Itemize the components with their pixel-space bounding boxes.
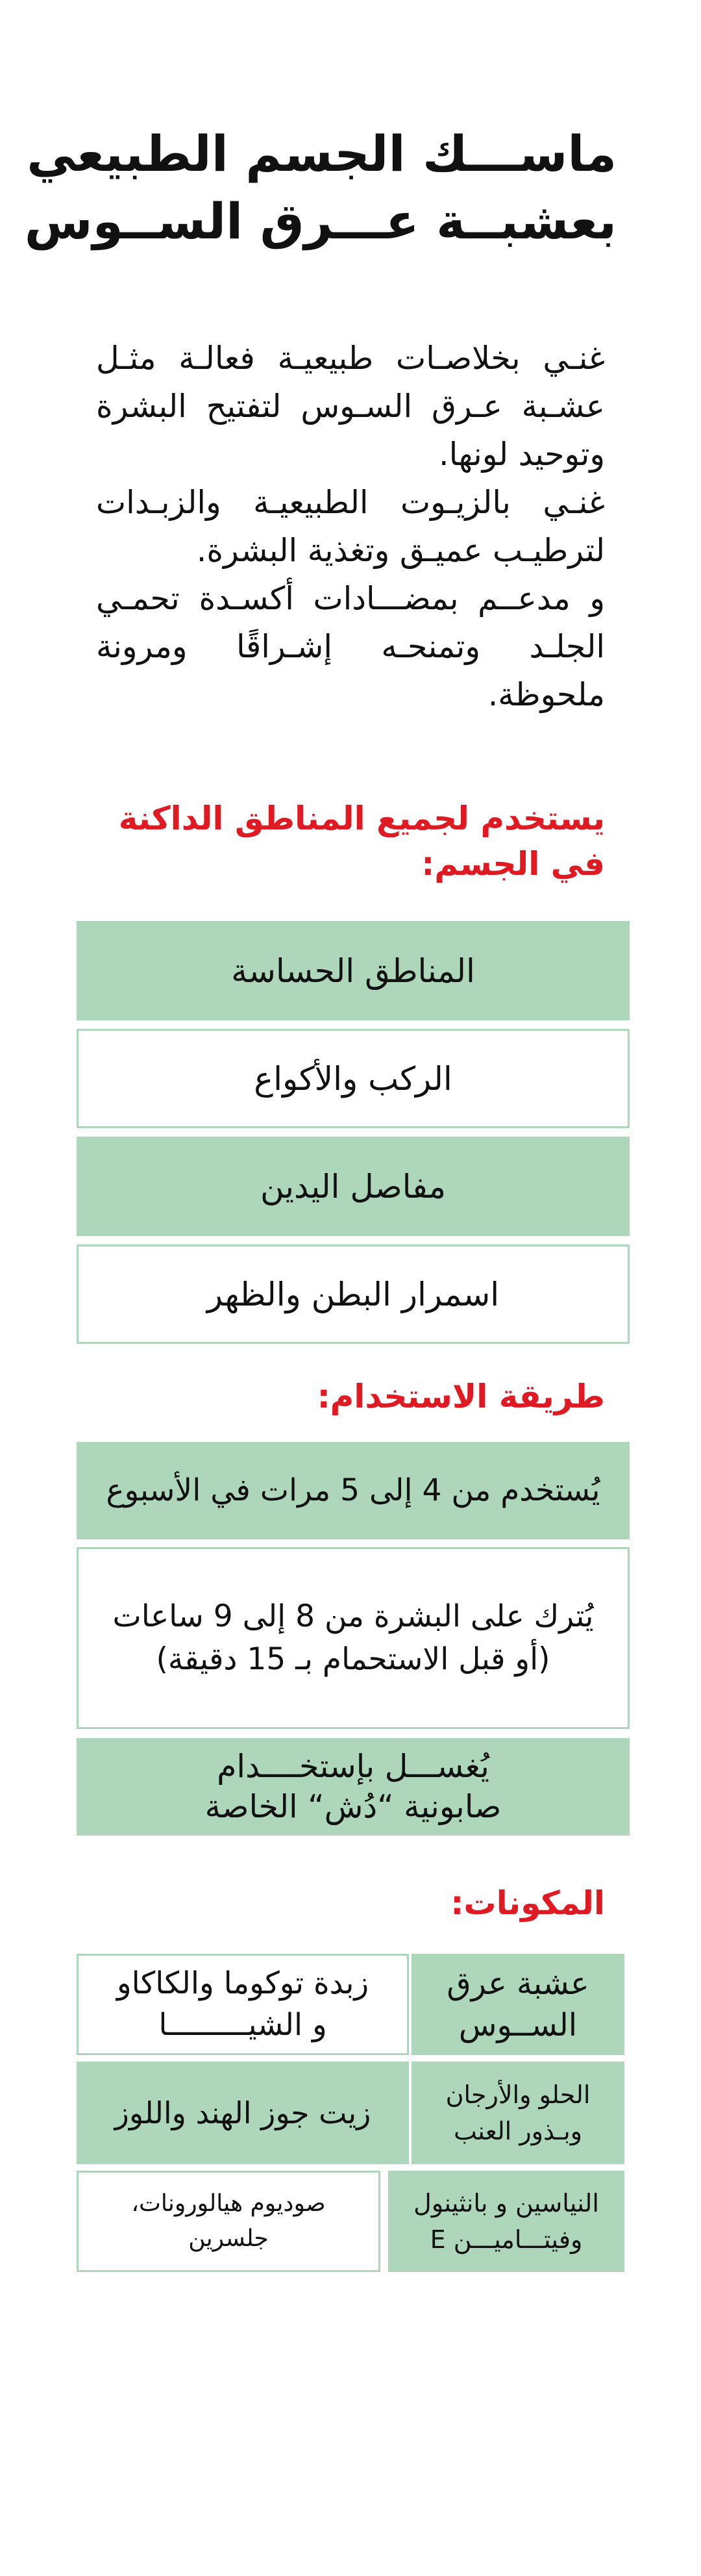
title-line-1: ماســـك الجسم الطبيعي	[27, 125, 617, 183]
usage-step-wash-line-2: صابونية “دُش“ الخاصة	[204, 1788, 502, 1825]
ingredient-vitamins-line-2: وفيتـــاميـــن E	[430, 2225, 583, 2254]
ingredient-vitamins-line-1: النياسين و بانثينول	[413, 2189, 599, 2217]
usage-heading: طريقة الاستخدام:	[317, 1378, 605, 1415]
ingredient-hyaluronate-line-1: صوديوم هيالورونات،	[131, 2190, 326, 2217]
usage-step-duration-line-1: يُترك على البشرة من 8 إلى 9 ساعات	[112, 1598, 594, 1634]
product-description	[96, 335, 605, 719]
usage-step-wash-line-1: يُغســـل بإستخــــدام	[217, 1748, 489, 1785]
area-item-knees-elbows: الركب والأكواع	[77, 1029, 630, 1128]
areas-heading-line-1: يستخدم لجميع المناطق الداكنة	[118, 800, 605, 837]
areas-heading	[96, 796, 605, 887]
usage-step-duration-line-2: (أو قبل الاستحمام بـ 15 دقيقة)	[156, 1641, 550, 1677]
ingredient-licorice	[412, 1954, 624, 2055]
ingredient-licorice-line-2: الســوس	[458, 2007, 578, 2043]
ingredient-oils-seeds-line-2: وبـذور العنب	[453, 2117, 583, 2145]
usage-step-duration	[77, 1547, 630, 1729]
ingredient-hyaluronate	[77, 2171, 380, 2272]
usage-step-frequency: يُستخدم من 4 إلى 5 مرات في الأسبوع	[77, 1442, 630, 1539]
ingredient-vitamins	[388, 2171, 624, 2272]
description-paragraph: و مدعــم بمضـــادات أكسـدة تحمـي الجلـد وتمنحـه إشـراقًا ومرونة ملحوظة.	[96, 580, 605, 713]
description-paragraph: غنـي بخلاصـات طبيعيـة فعالـة مثـل عشـبة عـرق السـوس لتفتيح البشرة وتوحيد لونها.	[96, 340, 605, 473]
areas-heading-line-2: في الجسم:	[421, 845, 605, 883]
area-item-knuckles: مفاصل اليدين	[77, 1137, 630, 1236]
ingredient-coconut-almond: زيت جوز الهند واللوز	[77, 2062, 409, 2164]
usage-step-wash	[77, 1738, 630, 1836]
ingredient-oils-seeds	[412, 2062, 624, 2164]
title-line-2: بعشبــة عـــرق الســوس	[24, 192, 617, 250]
ingredient-hyaluronate-line-2: جلسرين	[188, 2225, 269, 2252]
area-item-belly-back: اسمرار البطن والظهر	[77, 1244, 630, 1344]
ingredients-heading: المكونات:	[450, 1884, 605, 1922]
ingredient-oils-seeds-line-1: الحلو والأرجان	[445, 2080, 591, 2109]
page-title	[24, 120, 617, 255]
description-paragraph: غنـي بالزيـوت الطبيعيـة والزبـدات لترطيـب عميـق وتغذية البشرة.	[96, 484, 605, 569]
area-item-sensitive-areas: المناطق الحساسة	[77, 921, 630, 1020]
ingredient-butters-line-2: و الشيـــــــــا	[158, 2007, 327, 2043]
ingredient-butters	[77, 1954, 409, 2055]
ingredient-butters-line-1: زبدة توكوما والكاكاو	[116, 1965, 369, 2001]
ingredient-licorice-line-1: عشبة عرق	[447, 1965, 589, 2002]
